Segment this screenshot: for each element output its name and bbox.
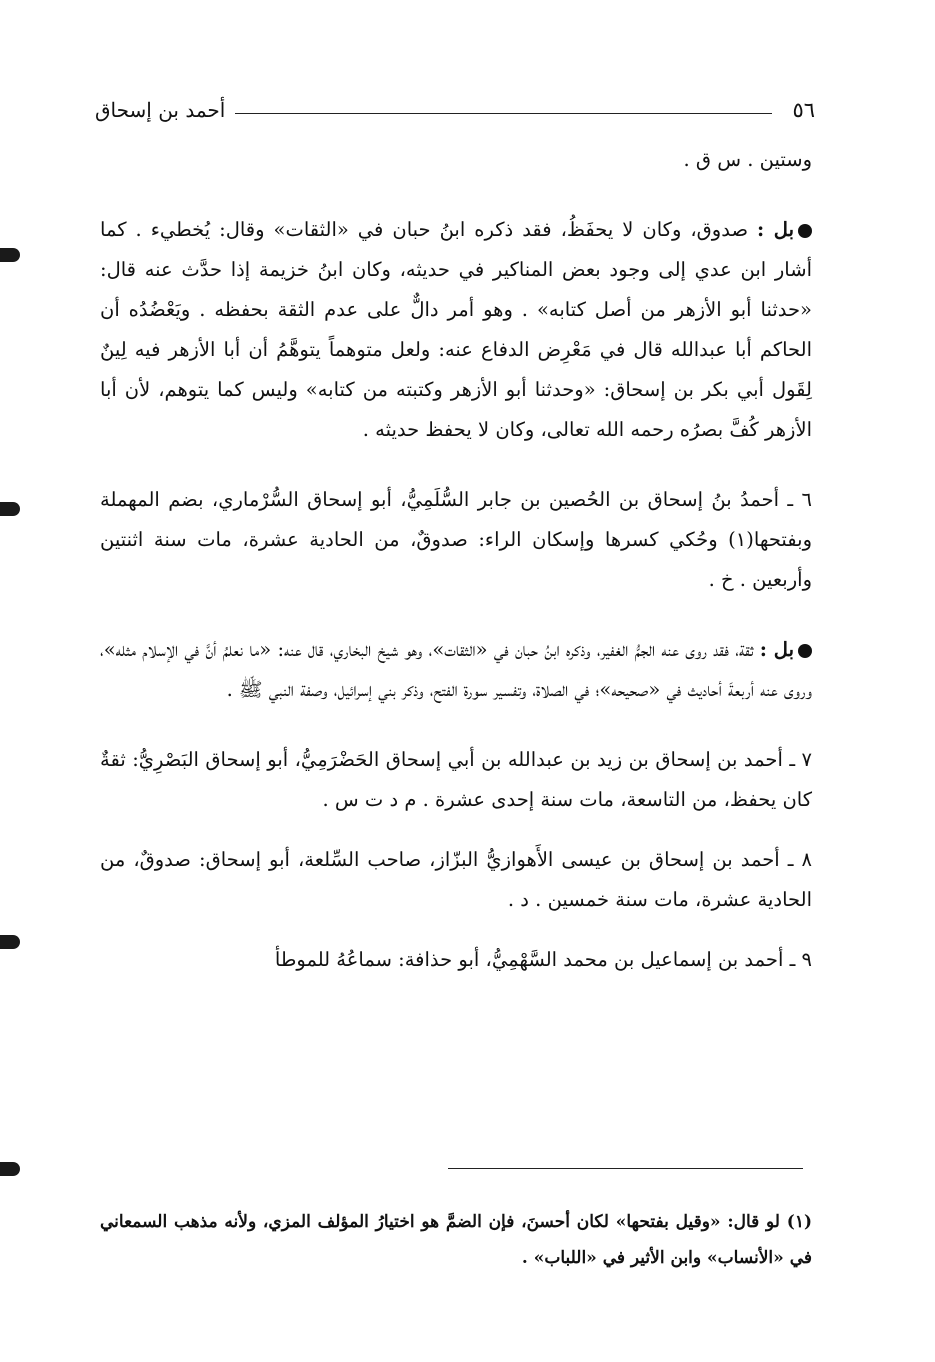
paragraph-text: ٩ ـ أحمد بن إسماعيل بن محمد السَّهْمِيُّ، أبو حذافة: سماعُهُ للموطأ xyxy=(274,948,812,971)
paragraph-entry xyxy=(100,480,812,600)
paragraph-text: ٨ ـ أحمد بن إسحاق بن عيسى الأَهوازيُّ البزّاز، صاحب السِّلعة، أبو إسحاق: صدوقٌ، من الحادية عشرة، مات سنة خمسين . د . xyxy=(100,848,812,911)
page-number: ٥٦ xyxy=(792,98,815,122)
scan-mark xyxy=(0,502,20,516)
paragraph-continuation xyxy=(100,140,812,180)
running-title: أحمد بن إسحاق xyxy=(95,98,226,122)
scan-mark xyxy=(0,248,20,262)
bullet-icon xyxy=(798,224,812,238)
paragraph-text: صدوق، وكان لا يحفَظُ، فقد ذكره ابنُ حبان في «الثقات» وقال: يُخطيء . كما أشار ابن عدي إلى وجود بعض المناكير في حديثه، وكان ابنُ خزيمة إذا حدَّث عنه قال: «حدثنا أبو الأزهر من أصل كتابه» . وهو أمر دالٌّ على عدم الثقة بحفظه . ويَعْضُدُه أن الحاكم أبا عبدالله قال في مَعْرِض الدفاع عنه: ولعل متوهماً يتوهَّمُ أن أبا الأزهر فيه لِينٌ لِقَول أبي بكر بن إسحاق: «وحدثنا أبو الأزهر وكتبته من كتابه» وليس كما يتوهم، لأن أبا الأزهر كُفَّ بصرُه رحمه الله تعالى، وكان لا يحفظ حديثه . xyxy=(100,218,812,441)
running-header xyxy=(95,90,815,130)
paragraph-comment xyxy=(100,630,812,710)
paragraph-entry xyxy=(100,940,812,980)
paragraph-entry xyxy=(100,840,812,920)
paragraph-text: ٦ ـ أحمدُ بنُ إسحاق بن الحُصين بن جابر السُّلَمِيُّ، أبو إسحاق السُّرْماري، بضم المهملة وبفتحها(١) وحُكي كسرها وإسكان الراء: صدوقٌ، من الحادية عشرة، مات سنة اثنتين وأربعين . خ . xyxy=(100,488,812,591)
main-text xyxy=(100,140,812,1010)
scan-mark xyxy=(0,1162,20,1176)
footnote-rule xyxy=(448,1168,803,1169)
paragraph-text: وستين . س ق . xyxy=(683,148,812,171)
paragraph-entry xyxy=(100,740,812,820)
paragraph-text: ٧ ـ أحمد بن إسحاق بن زيد بن عبدالله بن أبي إسحاق الحَضْرَمِيُّ، أبو إسحاق البَصْرِيُّ: ثقةٌ كان يحفظ، من التاسعة، مات سنة إحدى عشرة . م د ت س . xyxy=(100,748,812,811)
paragraph-comment xyxy=(100,210,812,450)
paragraph-text: ثقة، فقد روى عنه الجمُّ الغفير، وذكره ابنُ حبان في «الثقات»، وهو شيخ البخاري، قال عنه: «ما نعلمُ أنَّ في الإسلام مثله»، وروى عنه أربعةَ أحاديث في «صحيحه»؛ في الصلاة، وتفسير سورة الفتح، وذكر بني إسرائيل، وصفة النبي ﷺ . xyxy=(100,638,812,701)
header-rule xyxy=(235,113,772,114)
footnote: (١) لو قال: «وقيل بفتحها» لكان أحسنَ، فإن الضمَّ هو اختيارُ المؤلف المزي، ولأنه مذهب السمعاني في «الأنساب» وابن الأثير في «اللباب» . xyxy=(100,1212,812,1268)
bullet-icon xyxy=(798,644,812,658)
comment-label: بل : xyxy=(757,218,794,241)
scan-mark xyxy=(0,935,20,949)
comment-label: بل : xyxy=(759,638,795,661)
